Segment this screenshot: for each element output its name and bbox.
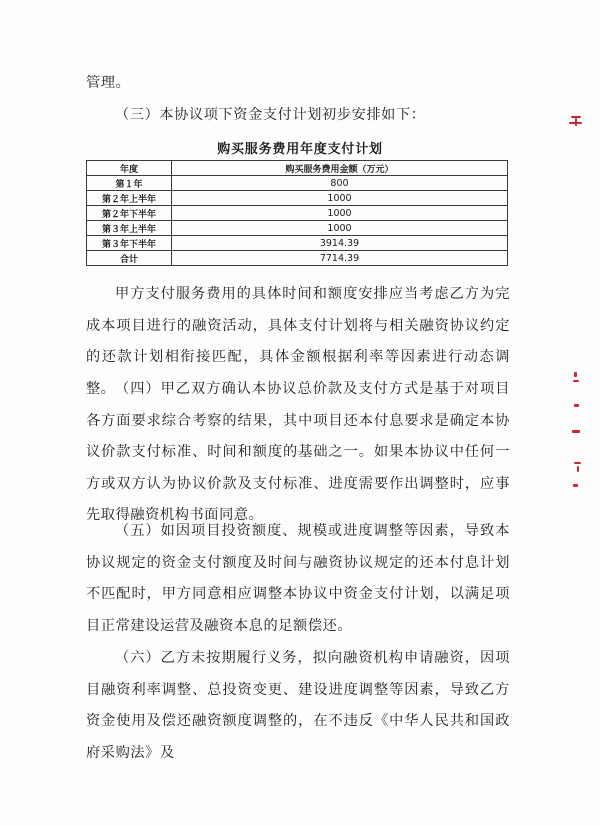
table-row	[87, 221, 508, 236]
table-row	[87, 206, 508, 221]
table-total-row	[87, 251, 508, 266]
row-amount: 7714.39	[172, 251, 508, 266]
row-period: 合计	[87, 251, 172, 266]
row-period: 第１年	[87, 176, 172, 191]
row-amount: 3914.39	[172, 236, 508, 251]
clause-3-heading: （三）本协议项下资金支付计划初步安排如下：	[115, 107, 426, 123]
table-header-row	[87, 161, 508, 176]
header-period: 年度	[87, 161, 172, 176]
table-row	[87, 191, 508, 206]
row-period: 第３年下半年	[87, 236, 172, 251]
continued-text-line: 管理。	[86, 75, 131, 91]
row-period: 第２年上半年	[87, 191, 172, 206]
row-period: 第２年下半年	[87, 206, 172, 221]
row-amount: 1000	[172, 221, 508, 236]
clause-5-paragraph: （五）如因项目投资额度、规模或进度调整等因素，导致本协议规定的资金支付额度及时间与融资协议规定的还本付息计划不匹配时，甲方同意相应调整本协议中资金支付计划，以满足项目正常建设运营及融资本息的足额偿还。	[86, 523, 510, 634]
header-amount: 购买服务费用金额（万元）	[172, 161, 508, 176]
row-amount: 800	[172, 176, 508, 191]
table-row	[87, 176, 508, 191]
table-title: 购买服务费用年度支付计划	[217, 142, 383, 157]
clause-4-paragraph: （四）甲乙双方确认本协议总价款及支付方式是基于对项目各方面要求综合考察的结果，其中项目还本付息要求是确定本协议价款支付标准、时间和额度的基础之一。如果本协议中任何一方或双方认为协议价款及支付标准、进度需要作出调整时，应事先取得融资机构书面同意。	[86, 381, 510, 523]
row-period: 第３年上半年	[87, 221, 172, 236]
row-amount: 1000	[172, 191, 508, 206]
payment-timing-paragraph: 甲方支付服务费用的具体时间和额度安排应当考虑乙方为完成本项目进行的融资活动，具体支付计划将与相关融资协议约定的还款计划相衔接匹配，具体金额根据利率等因素进行动态调整。	[86, 286, 510, 397]
payment-plan-table	[86, 160, 508, 266]
row-amount: 1000	[172, 206, 508, 221]
table-row	[87, 236, 508, 251]
clause-6-paragraph: （六）乙方未按期履行义务，拟向融资机构申请融资，因项目融资利率调整、总投资变更、建设进度调整等因素，导致乙方资金使用及偿还融资额度调整的，在不违反《中华人民共和国政府采购法》及	[86, 650, 510, 761]
